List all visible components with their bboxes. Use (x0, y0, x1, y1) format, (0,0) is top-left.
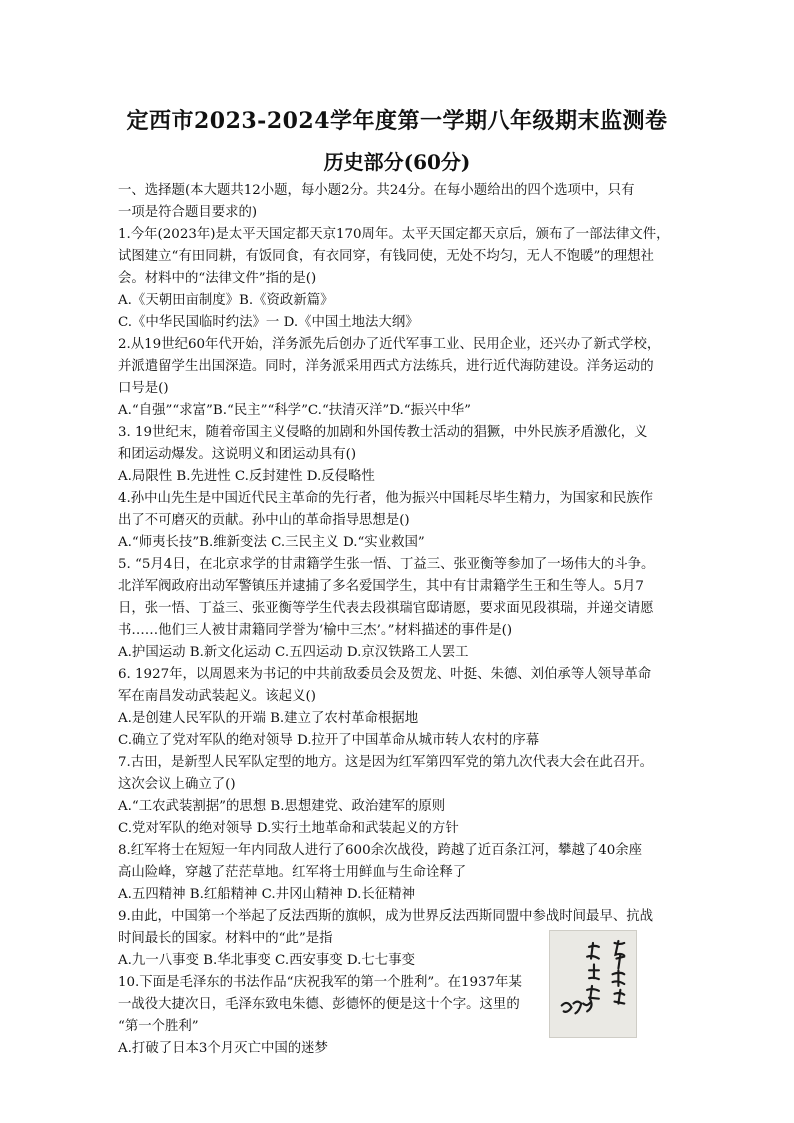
calligraphy-strokes (550, 931, 636, 1037)
question-stem: 并派遣留学生出国深造。同时，洋务派采用西式方法练兵，进行近代海防建设。洋务运动的 (118, 359, 654, 374)
question-stem: 出了不可磨灭的贡献。孙中山的革命指导思想是() (118, 513, 410, 528)
question-stem: 8.红军将士在短短一年内同敌人进行了600余次战役，跨越了近百条江河，攀越了40余座 (118, 843, 643, 858)
question-stem: 5. “5月4日，在北京求学的甘肃籍学生张一悟、丁益三、张亚衡等参加了一场伟大的斗争。 (118, 557, 655, 572)
question-stem: 和团运动爆发。这说明义和团运动具有() (118, 447, 357, 462)
question-stem: 6. 1927年，以周恩来为书记的中共前敌委员会及贺龙、叶挺、朱德、刘伯承等人领导革命 (118, 667, 652, 682)
question-stem: 高山险峰，穿越了茫茫草地。红军将士用鲜血与生命诠释了 (118, 865, 467, 880)
question-option: C.党对军队的绝对领导 D.实行土地革命和武装起义的方针 (118, 821, 459, 836)
question-option: A.打破了日本3个月灭亡中国的迷梦 (118, 1041, 328, 1056)
question-stem: 会。材料中的“法律文件”指的是() (118, 271, 317, 286)
question-stem: 2.从19世纪60年代开始，洋务派先后创办了近代军事工业、民用企业，还兴办了新式学校， (118, 337, 661, 352)
question-stem: 军在南昌发动武装起义。该起义() (118, 689, 316, 704)
question-stem: 一战役大捷次日，毛泽东致电朱德、彭德怀的便是这十个字。这里的 (118, 997, 520, 1012)
question-stem: 1.今年(2023年)是太平天国定都天京170周年。太平天国定都天京后，颁布了一部法律文件， (118, 227, 670, 242)
question-stem: 10.下面是毛泽东的书法作品“庆祝我军的第一个胜利”。在1937年某 (118, 975, 522, 990)
page-subtitle: 历史部分(60分) (323, 150, 471, 174)
question-stem: 4.孙中山先生是中国近代民主革命的先行者，他为振兴中国耗尽毕生精力，为国家和民族作 (118, 491, 654, 506)
question-stem: 时间最长的国家。材料中的“此”是指 (118, 931, 333, 946)
question-option: A.“自强”“求富”B.“民主”“科学”C.“扶清灭洋”D.“振兴中华” (118, 403, 471, 418)
question-option: A.是创建人民军队的开端 B.建立了农村革命根据地 (118, 711, 419, 726)
question-stem: 口号是() (118, 381, 169, 396)
question-option: A.《天朝田亩制度》B.《资政新篇》 (118, 293, 334, 308)
page-title: 定西市2023-2024学年度第一学期八年级期末监测卷 (126, 108, 668, 134)
question-stem: 试图建立“有田同耕，有饭同食，有衣同穿，有钱同使，无处不均匀，无人不饱暖”的理想社 (118, 249, 654, 264)
question-stem: 这次会议上确立了() (118, 777, 236, 792)
question-option: A.“工农武装割据”的思想 B.思想建党、政治建军的原则 (118, 799, 446, 814)
question-option: A.局限性 B.先进性 C.反封建性 D.反侵略性 (118, 469, 375, 484)
question-stem: 北洋军阀政府出动军警镇压并逮捕了多名爱国学生，其中有甘肃籍学生王和生等人。5月7 (118, 579, 644, 594)
question-stem: 7.古田，是新型人民军队定型的地方。这是因为红军第四军党的第九次代表大会在此召开。 (118, 755, 654, 770)
question-option: C.《中华民国临时约法》一 D.《中国土地法大纲》 (118, 315, 419, 330)
question-option: A.“师夷长技”B.维新变法 C.三民主义 D.“实业救国” (118, 535, 425, 550)
question-option: A.护国运动 B.新文化运动 C.五四运动 D.京汉铁路工人罢工 (118, 645, 469, 660)
question-stem: 9.由此，中国第一个举起了反法西斯的旗帜，成为世界反法西斯同盟中参战时间最早、抗战 (118, 909, 654, 924)
section-intro: 一、选择题(本大题共12小题，每小题2分。共24分。在每小题给出的四个选项中，只有 (118, 183, 635, 198)
question-stem: 日，张一悟、丁益三、张亚衡等学生代表去段祺瑞官邸请愿，要求面见段祺瑞，并递交请愿 (118, 601, 654, 616)
question-option: A.五四精神 B.红船精神 C.井冈山精神 D.长征精神 (118, 887, 415, 902)
question-stem: 3. 19世纪末，随着帝国主义侵略的加剧和外国传教士活动的猖獗，中外民族矛盾激化，义 (118, 425, 648, 440)
question-stem: 书……他们三人被甘肃籍同学誉为‘榆中三杰’。”材料描述的事件是() (118, 623, 513, 638)
question-stem: “第一个胜利” (118, 1019, 199, 1034)
question-option: A.九一八事变 B.华北事变 C.西安事变 D.七七事变 (118, 953, 415, 968)
question-option: C.确立了党对军队的绝对领导 D.拉开了中国革命从城市转人农村的序幕 (118, 733, 540, 748)
section-intro: 一项是符合题目要求的) (118, 205, 258, 220)
calligraphy-image (549, 930, 637, 1038)
